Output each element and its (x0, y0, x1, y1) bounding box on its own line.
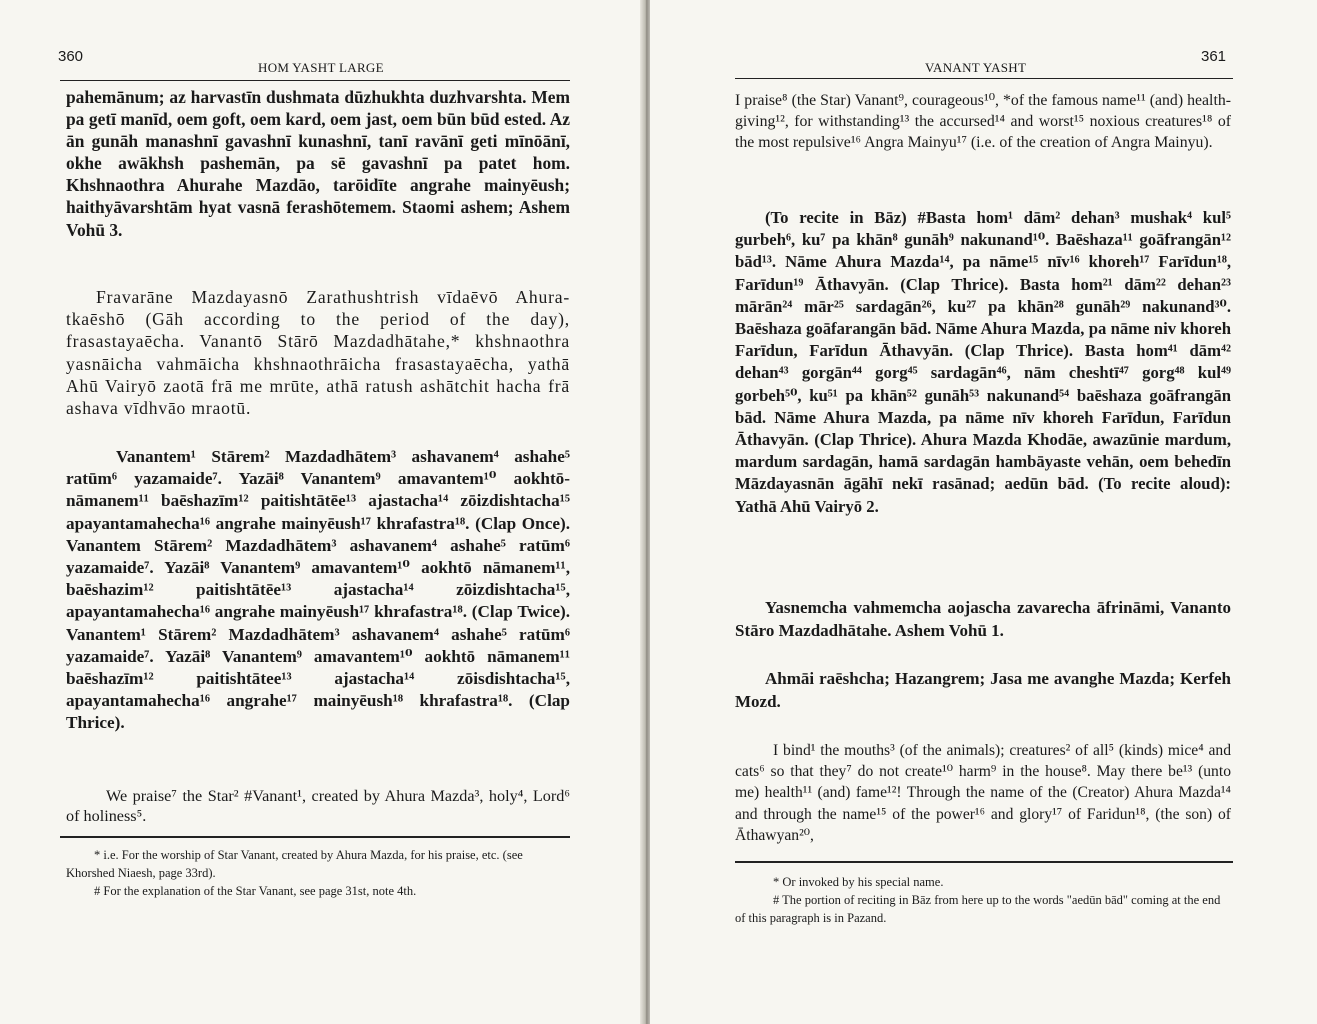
paragraph-translation-vanant: I praise⁸ (the Star) Vanant⁹, courageous¹⁰, *of the famous name¹¹ (and) health-giving¹², for withstanding¹³ the accursed¹⁴ and worst¹⁵ noxious creatures¹⁸ of the most repulsive¹⁶ Angra Mainyu¹⁷ (i.e. of the creation of Angra Mainyu). (735, 92, 1231, 152)
page-number-right: 361 (1201, 48, 1227, 65)
footnote-rule-right (735, 861, 1233, 863)
header-rule-right (735, 78, 1233, 79)
paragraph-ahmai-raeshcha: Ahmāi raēshcha; Hazangrem; Jasa me avanghe Mazda; Kerfeh Mozd. (735, 669, 1231, 711)
running-head-left: HOM YASHT LARGE (258, 60, 384, 75)
paragraph-vanantem-invocation: Vanantem¹ Stārem² Mazdadhātem³ ashavanem⁴ ashahe⁵ ratūm⁶ yazamaide⁷. Yazāi⁸ Vanantem⁹ amavantem¹⁰ aokhtō-nāmanem¹¹ baēshazīm¹² paitishtātēe¹³ ajastacha¹⁴ zōizdishtacha¹⁵ apayantamahecha¹⁶ angrahe mainyēush¹⁷ khrafastra¹⁸. (Clap Once). Vanantem Stārem² Mazdadhātem³ ashavanem⁴ ashahe⁵ ratūm⁶ yazamaide⁷. Yazāi⁸ Vanantem⁹ amavantem¹⁰ aokhtō nāmanem¹¹, baēshazim¹² paitishtātēe¹³ ajastacha¹⁴ zōizdishtacha¹⁵, apayantamahecha¹⁶ angrahe mainyēush¹⁷ khrafastra¹⁸. (Clap Twice). Vanantem¹ Stārem² Mazdadhātem³ ashavanem⁴ ashahe⁵ ratūm⁶ yazamaide⁷. Yazāi⁸ Vanantem⁹ amavantem¹⁰ aokhtō nāmanem¹¹ baēshazīm¹² paitishtātee¹³ ajastacha¹⁴ zōisdishtacha¹⁵, apayantamahecha¹⁶ angrahe¹⁷ mainyēush¹⁸ khrafastra¹⁸. (Clap Thrice). (66, 447, 570, 733)
footnote-rule-left (60, 836, 570, 838)
footnote-right-2: # The portion of reciting in Bāz from here up to the words "aedūn bād" coming at the end of this paragraph is in Pazand. (735, 893, 1221, 925)
footnote-right-1: * Or invoked by his special name. (773, 875, 944, 889)
running-head-right: VANANT YASHT (925, 60, 1027, 75)
page-number-left: 360 (58, 48, 84, 65)
header-rule-left (60, 80, 570, 81)
paragraph-translation-bind: I bind¹ the mouths³ (of the animals); creatures² of all⁵ (kinds) mice⁴ and cats⁶ so that they⁷ do not create¹⁰ harm⁹ in the house⁸. May there be¹³ (unto me) health¹¹ (and) fame¹²! Through the name of the (Creator) Ahura Mazda¹⁴ and through the name¹⁵ of the power¹⁶ and glory¹⁷ of Faridun¹⁸, (the son) of Āthawyan²⁰, (735, 742, 1231, 844)
left-page (0, 0, 646, 1024)
right-page (650, 0, 1317, 1024)
paragraph-pazand-patet: pahemānum; az harvastīn dushmata dūzhukhta duzhvarshta. Mem pa getī manīd, oem goft, oem kard, oem jast, oem būn būd ested. Az ān gunāh manashnī gavashnī kunashnī, tanī ravānī geti mīnōānī, okhe awākhsh pashemān, pa sē gavashnī pa patet hom. Khshnaothra Ahurahe Mazdāo, tarōidīte angrahe mainyēush; haithyāvarshtām hyat vasnā ferashōtemem. Staomi ashem; Ashem Vohū 3. (66, 87, 570, 240)
paragraph-translation-left: We praise⁷ the Star² #Vanant¹, created by Ahura Mazda³, holy⁴, Lord⁶ of holiness⁵. (66, 787, 570, 825)
footnote-left-1: * i.e. For the worship of Star Vanant, created by Ahura Mazda, for his praise, etc. (see Khorshed Niaesh, page 33rd). (66, 848, 523, 880)
paragraph-baz-recital: (To recite in Bāz) #Basta hom¹ dām² dehan³ mushak⁴ kul⁵ gurbeh⁶, ku⁷ pa khān⁸ gunāh⁹ nakunand¹⁰. Baēshaza¹¹ goāfrangān¹² bād¹³. Nāme Ahura Mazda¹⁴, pa nāme¹⁵ nīv¹⁶ khoreh¹⁷ Farīdun¹⁸, Farīdun¹⁹ Āthavyān. (Clap Thrice). Basta hom²¹ dām²² dehan²³ mārān²⁴ mār²⁵ sardagān²⁶, ku²⁷ pa khān²⁸ gunāh²⁹ nakunand³⁰. Baēshaza goāfarangān bād. Nāme Ahura Mazda, pa nāme niv khoreh Farīdun, Farīdun Āthavyān. (Clap Thrice). Basta hom⁴¹ dām⁴² dehan⁴³ gorgān⁴⁴ gorg⁴⁵ sardagān⁴⁶, nām cheshtī⁴⁷ gorg⁴⁸ kul⁴⁹ gorbeh⁵⁰, ku⁵¹ pa khān⁵² gunāh⁵³ nakunand⁵⁴ baēshaza goāfrangān bād. Nāme Ahura Mazda, pa nāme nīv khoreh Farīdun, Farīdun Āthavyān. (Clap Thrice). Ahura Mazda Khodāe, awazūnie mardum, mardum sardagān, hamā sardagān hambāyaste vehān, oem behedīn Māzdayasnān āgāhī nekī rasānad; aedūn bād. (To recite aloud): Yathā Ahū Vairyō 2. (735, 208, 1231, 516)
footnote-left-2: # For the explanation of the Star Vanant, see page 31st, note 4th. (94, 884, 417, 898)
paragraph-yasnemcha: Yasnemcha vahmemcha aojascha zavarecha āfrināmi, Vananto Stāro Mazdadhātahe. Ashem Vohū 1. (735, 598, 1231, 640)
paragraph-fravarane: Fravarāne Mazdayasnō Zarathushtrish vīdaēvō Ahura-tkaēshō (Gāh according to the period of the day), frasastayaēcha. Vanantō Stārō Mazdadhātahe,* khshnaothra yasnāicha vahmāicha khshnaothrāicha frasastayaēcha, yathā Ahū Vairyō zaotā frā me mrūte, athā ratush ashātchit hacha frā ashava vīdhvāo mraotū. (66, 287, 570, 419)
